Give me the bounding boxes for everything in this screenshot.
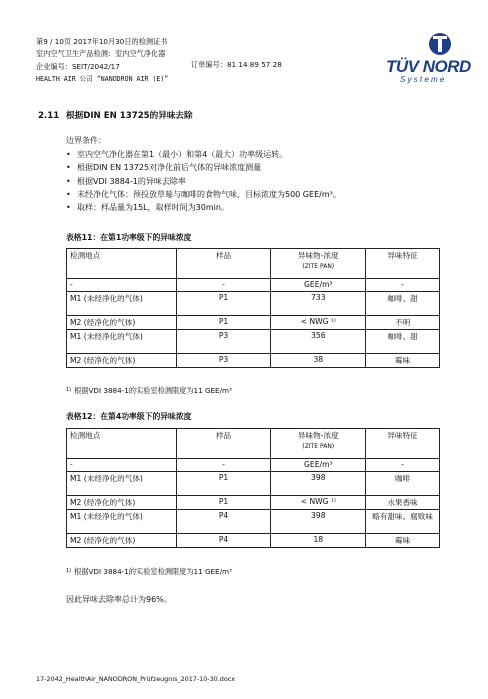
col-header-character: 异味特征 — [366, 429, 440, 459]
cell-character: 咖啡 — [366, 472, 440, 496]
cell-sample: P1 — [176, 472, 271, 496]
cell-sample: P4 — [176, 534, 271, 548]
unit-dash: - — [176, 459, 271, 472]
cell-location: M2 (经净化的气体) — [67, 534, 177, 548]
cell-character: 不明 — [366, 316, 440, 330]
cell-location: M2 (经净化的气体) — [67, 316, 177, 330]
cell-sample: P3 — [176, 330, 271, 354]
cell-location: M2 (经净化的气体) — [67, 496, 177, 510]
cell-character: 咖啡、甜 — [366, 330, 440, 354]
cell-concentration: 38 — [271, 354, 366, 368]
page-header — [36, 36, 168, 86]
cell-character: 霉味 — [366, 354, 440, 368]
conclusion-text: 因此异味去除率总计为96%。 — [66, 595, 172, 604]
table12-footnote: $^{1)}$ 根据VDI 3884-1的实验室检测限度为11 GEE/m³ — [66, 567, 232, 576]
cell-character: 水果香味 — [366, 496, 440, 510]
conditions-lead: 边界条件： — [66, 136, 106, 145]
unit-dash: - — [366, 279, 440, 292]
boundary-conditions — [66, 134, 341, 214]
list-item: • 室内空气净化器在第1（最小）和第4（最大）功率级运转。 — [66, 148, 341, 161]
table-row — [67, 316, 440, 330]
cell-concentration: 356 — [271, 330, 366, 354]
cell-sample: P1 — [176, 496, 271, 510]
table-row — [67, 510, 440, 534]
section-title — [38, 109, 193, 121]
cell-location: M1 (未经净化的气体) — [67, 292, 177, 316]
header-company-number: 企业编号：SEIT/2042/17 — [36, 61, 120, 71]
cell-concentration: < NWG ¹⁾ — [271, 496, 366, 510]
table-row — [67, 534, 440, 548]
table-row — [67, 279, 440, 292]
table11-caption: 表格11：在第1功率级下的异味浓度 — [66, 233, 192, 242]
table11-footnote: $^{1)}$ 根据VDI 3884-1的实验室检测限度为11 GEE/m³ — [66, 386, 232, 395]
section-title-text: 根据DIN EN 13725的异味去除 — [66, 111, 193, 121]
cell-location: M1 (未经净化的气体) — [67, 510, 177, 534]
table-row — [67, 459, 440, 472]
unit-dash: - — [176, 279, 271, 292]
cell-location: M2 (经净化的气体) — [67, 354, 177, 368]
table-row — [67, 496, 440, 510]
logo-brand: TÜV NORD — [386, 57, 471, 76]
header-certificate-line: 第9 / 10页 2017年10月30日的检测证书 — [36, 37, 168, 46]
cell-sample: P1 — [176, 316, 271, 330]
cell-concentration: < NWG ¹⁾ — [271, 316, 366, 330]
table-row — [67, 330, 440, 354]
list-item: • 根据VDI 3884-1的异味去除率 — [66, 175, 341, 188]
table-row — [67, 292, 440, 316]
cell-sample: P3 — [176, 354, 271, 368]
cell-concentration: 733 — [271, 292, 366, 316]
footer-filename: 17-2042_HealthAir_NANODRON_Prüfzeugnis_2017-10-30.docx — [36, 675, 236, 683]
unit-dash: - — [67, 279, 177, 292]
cell-concentration: 18 — [271, 534, 366, 548]
table12-caption: 表格12：在第4功率级下的异味浓度 — [66, 412, 192, 421]
table-row — [67, 354, 440, 368]
col-header-concentration: 异味物-浓度 (ZITE PAN) — [271, 249, 366, 279]
header-client-line: HEALTH AIR 公司 “NANODRON AIR (E)” — [36, 75, 169, 84]
unit-dash: - — [366, 459, 440, 472]
list-item: • 取样：样品量为15L，取样时间为30min。 — [66, 201, 341, 214]
unit-cell: GEE/m³ — [271, 459, 366, 472]
col-header-location: 检测地点 — [67, 429, 177, 459]
col-header-concentration: 异味物-浓度 (ZITE PAN) — [271, 429, 366, 459]
cell-location: M1 (未经净化的气体) — [67, 472, 177, 496]
cell-character: 霉味 — [366, 534, 440, 548]
cell-character: 咖啡、甜 — [366, 292, 440, 316]
logo-subtitle: Systeme — [400, 75, 447, 84]
conditions-list — [66, 148, 341, 214]
table12 — [66, 428, 440, 548]
table-row — [67, 472, 440, 496]
cell-sample: P1 — [176, 292, 271, 316]
col-header-character: 异味特征 — [366, 249, 440, 279]
cell-concentration: 398 — [271, 510, 366, 534]
col-header-sample: 样品 — [176, 249, 271, 279]
list-item: • 未经净化气体：预投放草莓与咖啡的食物气味，目标浓度为500 GEE/m³。 — [66, 188, 341, 201]
cell-location: M1 (未经净化的气体) — [67, 330, 177, 354]
col-header-location: 检测地点 — [67, 249, 177, 279]
cell-concentration: 398 — [271, 472, 366, 496]
unit-dash: - — [67, 459, 177, 472]
unit-cell: GEE/m³ — [271, 279, 366, 292]
col-header-sample: 样品 — [176, 429, 271, 459]
header-order-number: 订单编号：81 14 89 57 28 — [191, 60, 282, 69]
header-product-line: 室内空气卫生产品检测：室内空气净化器 — [36, 49, 166, 59]
table11 — [66, 248, 440, 368]
cell-character: 略有甜味、腐败味 — [366, 510, 440, 534]
cell-sample: P4 — [176, 510, 271, 534]
list-item: • 根据DIN EN 13725对净化前后气体的异味浓度测量 — [66, 161, 341, 174]
section-number: 2.11 — [38, 111, 60, 121]
